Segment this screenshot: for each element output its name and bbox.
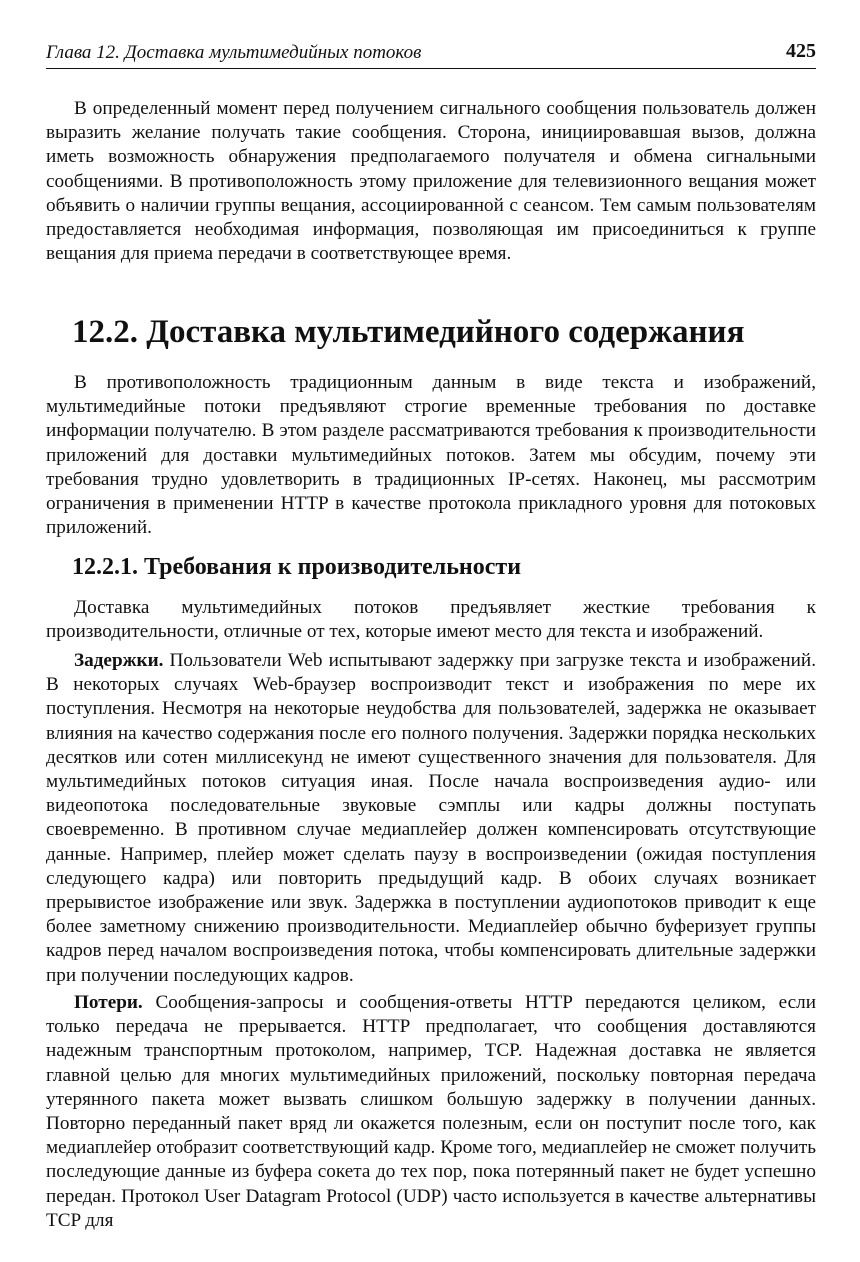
section-intro-block — [46, 371, 816, 540]
page-number: 425 — [786, 40, 816, 62]
delays-lead: Задержки. — [74, 650, 164, 671]
running-header — [46, 38, 816, 69]
subsection-intro-block — [46, 596, 816, 644]
chapter-running-title: Глава 12. Доставка мультимедийных потоков — [46, 42, 422, 63]
subsection-heading: 12.2.1. Требования к производительности — [72, 554, 522, 580]
intro-block — [46, 97, 816, 266]
section-heading: 12.2. Доставка мультимедийного содержания — [72, 314, 745, 350]
paragraph-losses — [46, 991, 816, 1233]
paragraph-delays — [46, 649, 816, 988]
losses-lead: Потери. — [74, 992, 143, 1013]
losses-text: Сообщения-запросы и сообщения-ответы HTTP передаются целиком, если только передача не прерывается. HTTP предполагает, что сообщения доставляются надежным транспортным протоколом, например, TCP. Надежная доставка не является главной целью для многих мультимедийных приложений, поскольку повторная передача утерянного пакета может вызвать слишком большую задержку в получении данных. Повторно переданный пакет вряд ли окажется полезным, если он поступит после того, как медиаплейер отобразит соответствующий кадр. Кроме того, медиаплейер не сможет получить последующие данные из буфера сокета до тех пор, пока потерянный пакет не будет успешно передан. Протокол User Datagram Protocol (UDP) часто используется в качестве альтернативы TCP для — [46, 992, 816, 1231]
delays-text: Пользователи Web испытывают задержку при загрузке текста и изображений. В некоторых случаях Web-браузер воспроизводит текст и изображения по мере их поступления. Несмотря на некоторые неудобства для пользователей, задержка не оказывает влияния на качество содержания после его полного получения. Задержки порядка нескольких десятков или сотен миллисекунд не имеют существенного значения для пользователя. Для мультимедийных потоков ситуация иная. После начала воспроизведения аудио- или видеопотока последовательные звуковые сэмплы или кадры должны поступать своевременно. В противном случае медиаплейер должен компенсировать отсутствующие данные. Например, плейер может сделать паузу в воспроизведении (ожидая поступления следующего кадра) или повторить предыдущий кадр. В обоих случаях возникает прерывистое изображение или звук. Задержка в поступлении аудиопотоков приводит к еще более заметному снижению производительности. Медиаплейер обычно буферизует группы кадров перед началом воспроизведения потока, чтобы компенсировать длительные задержки при получении последующих кадров. — [46, 650, 816, 986]
paragraph-section-intro: В противоположность традиционным данным в виде текста и изображений, мультимедийные потоки предъявляют строгие временные требования по доставке информации получателю. В этом разделе рассматриваются требования к производительности приложений для доставки мультимедийных потоков. Затем мы обсудим, почему эти требования трудно удовлетворить в традиционных IP-сетях. Наконец, мы рассмотрим ограничения в применении HTTP в качестве протокола прикладного уровня для потоковых приложений. — [46, 372, 816, 539]
paragraph-intro: В определенный момент перед получением сигнального сообщения пользователь должен выразить желание получать такие сообщения. Сторона, инициировавшая вызов, должна иметь возможность обнаружения предполагаемого получателя и обмена сигнальными сообщениями. В противоположность этому приложение для телевизионного вещания может объявить о наличии группы вещания, ассоциированной с сеансом. Тем самым пользователям предоставляется необходимая информация, позволяющая им присоединиться к группе вещания для приема передачи в соответствующее время. — [46, 98, 816, 265]
losses-block — [46, 991, 816, 1233]
paragraph-subsection-intro: Доставка мультимедийных потоков предъявляет жесткие требования к производительности, отличные от тех, которые имеют место для текста и изображений. — [46, 597, 816, 643]
delays-block — [46, 649, 816, 988]
